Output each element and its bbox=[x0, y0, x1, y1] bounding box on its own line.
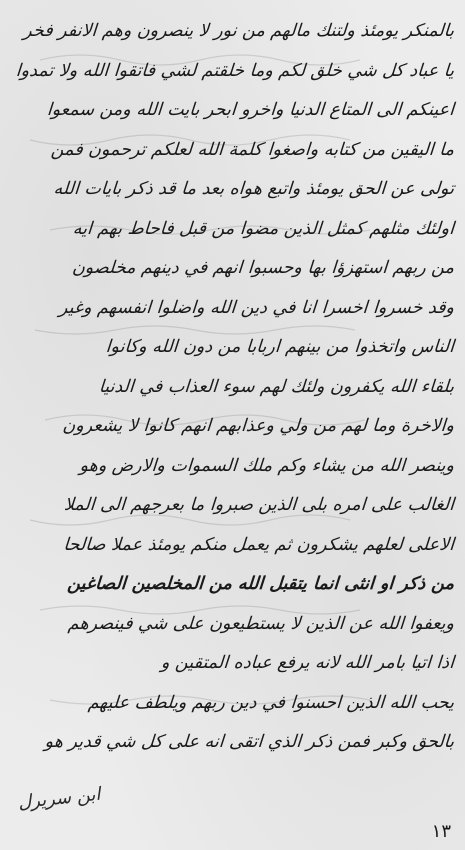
manuscript-line: بالحق وكبر فمن ذكر الذي اتقى انه على كل شي قدير هو bbox=[44, 732, 455, 752]
marginal-note: ابن سريرل bbox=[17, 783, 102, 814]
manuscript-line: يحب الله الذين احسنوا في دين ربهم ويلطف عليهم bbox=[87, 692, 455, 713]
manuscript-line: ما اليقين من كتابه واصغوا كلمة الله لعلكم ترحمون فمن bbox=[50, 139, 455, 160]
manuscript-line: بلقاء الله يكفرون ولئك لهم سوء العذاب في الدنيا bbox=[98, 376, 455, 397]
manuscript-line: اولئك مثلهم كمثل الذين مضوا من قبل فاحاط بهم ايه bbox=[72, 218, 455, 239]
manuscript-line: الاعلى لعلهم يشكرون ثم يعمل منكم يومئذ عملا صالحا bbox=[62, 534, 455, 555]
manuscript-line: ويعفوا الله عن الذين لا يستطيعون على شي فينصرهم bbox=[67, 613, 455, 634]
manuscript-line: تولى عن الحق يومئذ واتبع هواه بعد ما قد ذكر بايات الله bbox=[52, 179, 455, 199]
manuscript-line: وينصر الله من يشاء وكم ملك السموات والارض وهو bbox=[79, 455, 455, 476]
manuscript-line: من ذكر او انثى انما يتقبل الله من المخلصين الصاغين bbox=[66, 574, 455, 594]
manuscript-line: اذا اتيا بامر الله لانه يرفع عباده المتقين و bbox=[160, 653, 455, 673]
page-number: ١٣ bbox=[431, 821, 451, 842]
manuscript-line: وقد خسروا اخسرا انا في دين الله واضلوا انفسهم وغير bbox=[58, 297, 455, 318]
manuscript-line: يا عباد كل شي خلق لكم وما خلقتم لشي فاتقوا الله ولا تمدوا bbox=[15, 60, 455, 81]
manuscript-line: الناس واتخذوا من بينهم اربابا من دون الله وكانوا bbox=[105, 337, 455, 357]
manuscript-line: اعينكم الى المتاع الدنيا واخرو ابحر بايت الله ومن سمعوا bbox=[46, 100, 455, 120]
manuscript-line: الغالب على امره بلى الذين صبروا ما بعرجهم الى الملا bbox=[63, 495, 455, 515]
manuscript-line: من ربهم استهزؤا بها وحسبوا انهم في دينهم مخلصون bbox=[71, 258, 455, 278]
manuscript-line: بالمنكر يومئذ ولتنك مالهم من نور لا ينصرون وهم الانفر فخر bbox=[22, 21, 455, 41]
manuscript-text-block bbox=[14, 12, 454, 763]
manuscript-line: والاخرة وما لهم من ولي وعذابهم انهم كانوا لا يشعرون bbox=[61, 416, 455, 436]
